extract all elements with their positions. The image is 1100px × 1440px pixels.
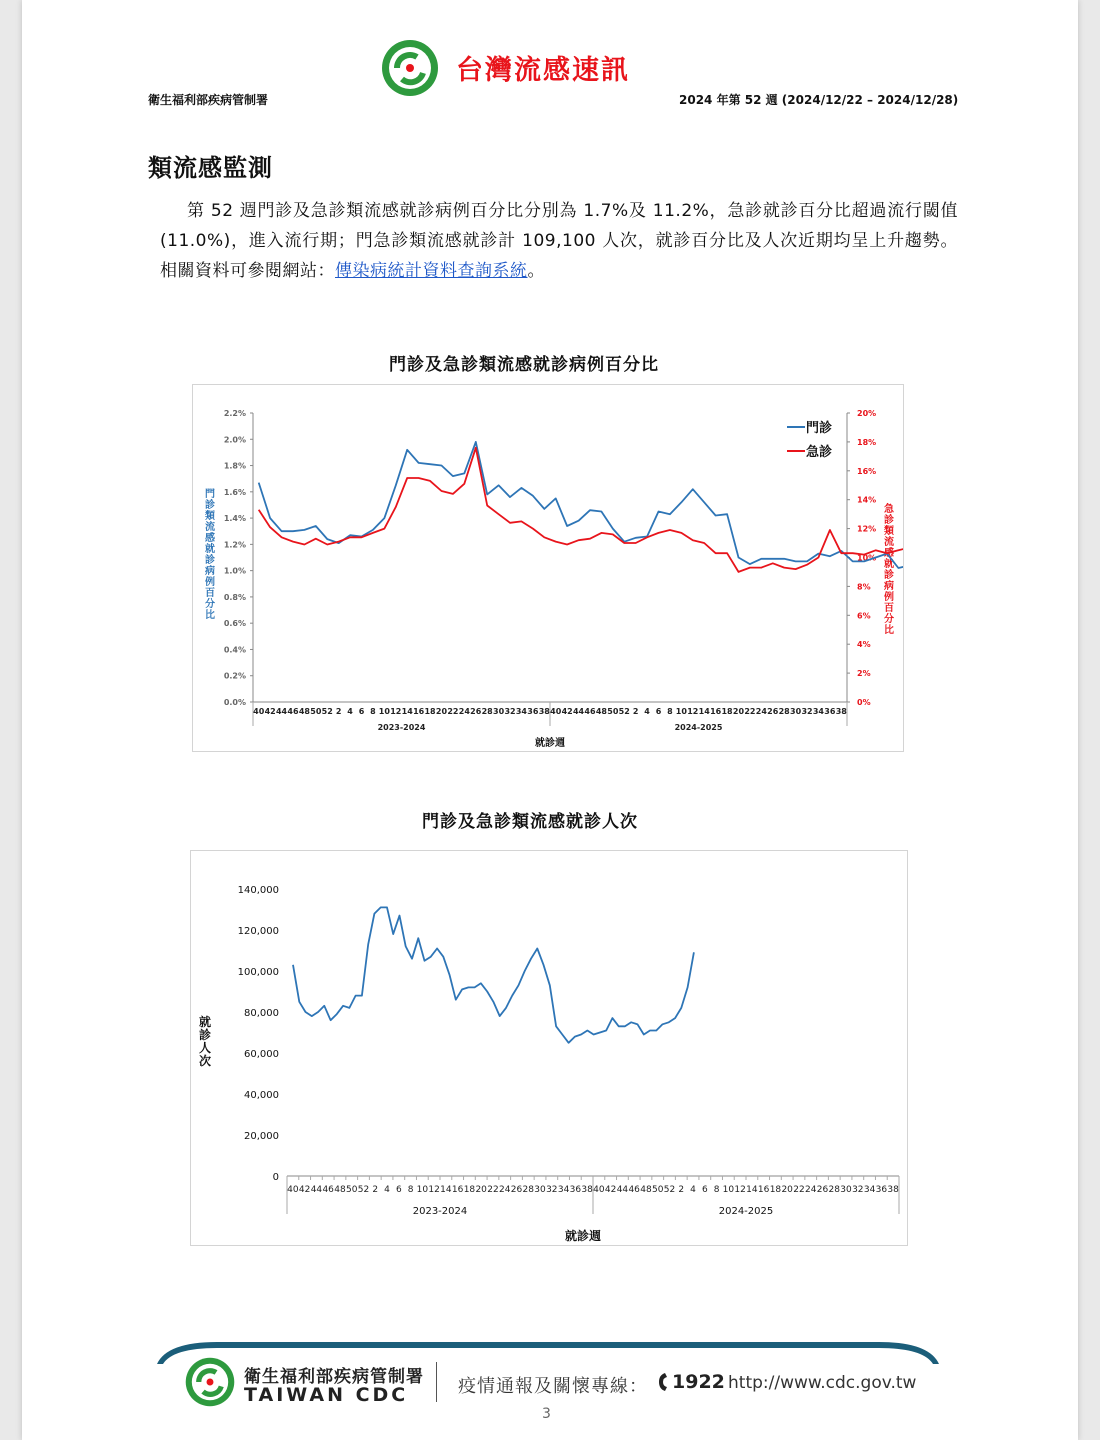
chart1-frame <box>192 384 904 752</box>
chart1-right-axis-title: 診 <box>884 570 894 581</box>
bulletin-title: 台灣流感速訊 <box>456 55 630 86</box>
chart2-x-axis-title: 就診週 <box>564 1229 602 1243</box>
chart1-x-tick-label: 26 <box>767 707 779 716</box>
phone-icon <box>656 1371 670 1393</box>
summary-text: 第 52 週門診及急診類流感就診病例百分比分別為 1.7%及 11.2%，急診就診百分比超過流行閾值(11.0%)，進入流行期；門急診類流感就診計 109,100 人次，就診百分比及人次近期均呈上升趨勢。相關資料可參閱網站： <box>160 201 958 281</box>
chart2-x-tick-label: 12 <box>428 1185 440 1195</box>
chart1-right-tick-label: 8% <box>857 582 871 592</box>
chart2-x-tick-label: 44 <box>616 1185 629 1195</box>
chart2-series-line <box>293 907 694 1042</box>
chart1-right-tick-label: 12% <box>857 524 877 534</box>
chart1-right-tick-label: 20% <box>857 409 877 418</box>
chart2-y-tick-label: 60,000 <box>244 1049 279 1060</box>
chart2-frame <box>190 850 908 1246</box>
chart2-x-tick-label: 18 <box>769 1185 782 1195</box>
footer-divider <box>436 1362 437 1402</box>
footer-website[interactable]: http://www.cdc.gov.tw <box>728 1373 917 1393</box>
chart1-x-tick-label: 30 <box>790 707 802 716</box>
chart1-left-tick-label: 0.8% <box>223 592 246 602</box>
chart1-left-tick-label: 0.2% <box>223 671 246 681</box>
chart1-x-tick-label: 48 <box>298 707 310 716</box>
chart1-x-tick-label: 28 <box>778 707 790 716</box>
chart1-x-tick-label: 24 <box>458 707 470 716</box>
chart1-right-axis-title: 類 <box>884 526 894 537</box>
chart1-x-tick-label: 44 <box>275 707 288 716</box>
footer-agency-name: 衛生福利部疾病管制署 <box>244 1367 424 1387</box>
chart1-left-tick-label: 2.0% <box>223 435 246 445</box>
chart1-x-tick-label: 30 <box>493 707 505 716</box>
chart2-y-tick-label: 0 <box>272 1172 279 1183</box>
chart1-left-axis-title: 百 <box>205 588 215 599</box>
chart2-x-tick-label: 48 <box>334 1185 346 1195</box>
chart2-x-tick-label: 46 <box>322 1185 334 1195</box>
chart2-x-tick-label: 20 <box>781 1185 793 1195</box>
chart1-right-axis-title: 百 <box>884 603 894 614</box>
chart2-x-tick-label: 4 <box>690 1185 696 1195</box>
chart1-left-axis-title: 病 <box>205 566 215 577</box>
chart2-y-tick-label: 20,000 <box>244 1131 279 1142</box>
chart2-season-label: 2024-2025 <box>718 1206 774 1217</box>
chart2-x-tick-label: 14 <box>440 1185 452 1195</box>
chart1-x-tick-label: 16 <box>413 707 425 716</box>
chart1-x-tick-label: 18 <box>721 707 733 716</box>
chart1-left-axis-title: 例 <box>205 577 215 588</box>
chart1-left-tick-label: 1.6% <box>223 487 246 497</box>
chart1-x-tick-label: 22 <box>744 707 756 716</box>
chart2-x-tick-label: 52 <box>663 1185 676 1195</box>
chart1-right-tick-label: 0% <box>857 698 871 707</box>
chart2-y-tick-label: 140,000 <box>237 885 279 896</box>
chart2-x-tick-label: 42 <box>604 1185 617 1195</box>
chart1-x-tick-label: 6 <box>655 707 662 716</box>
chart1-series-line-outpatient <box>259 442 903 568</box>
chart1-x-tick-label: 52 <box>618 707 630 716</box>
chart1-left-axis-title: 分 <box>205 599 215 610</box>
chart1-x-tick-label: 36 <box>527 707 539 716</box>
chart2-x-tick-label: 40 <box>593 1185 605 1195</box>
chart1-x-tick-label: 22 <box>447 707 459 716</box>
chart1-x-tick-label: 18 <box>424 707 436 716</box>
chart1-series-line-emergency <box>259 448 903 572</box>
chart1-season-label: 2023-2024 <box>377 723 426 732</box>
chart2-x-tick-label: 18 <box>463 1185 476 1195</box>
chart1-x-tick-label: 42 <box>561 707 573 716</box>
percentage-line-chart <box>193 385 903 751</box>
chart1-x-tick-label: 34 <box>515 707 528 716</box>
chart1-x-tick-label: 32 <box>801 707 813 716</box>
chart1-x-tick-label: 36 <box>824 707 836 716</box>
chart1-x-tick-label: 40 <box>253 707 265 716</box>
chart1-x-tick-label: 8 <box>370 707 376 716</box>
chart2-x-tick-label: 36 <box>569 1185 582 1195</box>
chart2-x-tick-label: 22 <box>793 1185 805 1195</box>
chart2-x-tick-label: 30 <box>840 1185 852 1195</box>
chart1-season-label: 2024-2025 <box>674 723 723 732</box>
chart2-season-label: 2023-2024 <box>412 1206 468 1217</box>
chart2-x-tick-label: 46 <box>628 1185 640 1195</box>
chart1-x-tick-label: 4 <box>644 707 650 716</box>
chart1-right-tick-label: 16% <box>857 466 877 476</box>
cdc-logo-icon <box>380 38 440 98</box>
chart1-x-tick-label: 38 <box>538 707 550 716</box>
chart2-y-tick-label: 40,000 <box>244 1090 279 1101</box>
chart1-x-tick-label: 8 <box>667 707 673 716</box>
chart2-x-tick-label: 38 <box>887 1185 899 1195</box>
chart1-x-tick-label: 16 <box>710 707 722 716</box>
chart2-y-axis-title: 診 <box>198 1028 212 1042</box>
chart1-left-axis-title: 診 <box>205 555 215 566</box>
chart1-left-axis-title: 類 <box>205 511 215 522</box>
chart1-left-tick-label: 1.8% <box>223 461 246 471</box>
chart1-right-tick-label: 4% <box>857 640 871 650</box>
chart2-y-tick-label: 100,000 <box>237 967 279 978</box>
chart1-x-tick-label: 46 <box>287 707 299 716</box>
chart1-right-axis-title: 病 <box>884 581 894 592</box>
chart2-x-tick-label: 6 <box>395 1185 402 1195</box>
chart1-x-tick-label: 4 <box>347 707 353 716</box>
chart1-right-tick-label: 18% <box>857 437 877 447</box>
chart2-x-tick-label: 52 <box>357 1185 370 1195</box>
chart1-left-axis-title: 診 <box>205 500 215 511</box>
chart2-x-tick-label: 36 <box>875 1185 888 1195</box>
chart1-left-tick-label: 2.2% <box>223 409 246 418</box>
chart1-left-axis-title: 就 <box>205 544 215 555</box>
chart1-x-tick-label: 12 <box>687 707 699 716</box>
chart2-x-tick-label: 24 <box>499 1185 511 1195</box>
document-page <box>22 0 1078 1440</box>
chart1-right-axis-title: 例 <box>884 592 894 603</box>
chart1-legend-label: 門診 <box>806 421 833 436</box>
chart2-x-tick-label: 4 <box>384 1185 390 1195</box>
chart2-x-tick-label: 40 <box>287 1185 299 1195</box>
statistics-query-link[interactable]: 傳染病統計資料查詢系統 <box>335 261 528 281</box>
chart1-x-tick-label: 26 <box>470 707 482 716</box>
chart1-right-axis-title: 急 <box>884 504 894 515</box>
chart1-left-axis-title: 比 <box>205 610 215 621</box>
chart2-x-tick-label: 42 <box>298 1185 311 1195</box>
chart1-x-tick-label: 2 <box>335 707 342 716</box>
chart2-y-axis-title: 人 <box>198 1041 212 1055</box>
chart1-x-tick-label: 40 <box>550 707 562 716</box>
chart2-x-tick-label: 50 <box>652 1185 664 1195</box>
chart2-x-tick-label: 48 <box>640 1185 652 1195</box>
chart1-left-axis-title: 感 <box>205 533 215 544</box>
chart1-x-tick-label: 14 <box>401 707 413 716</box>
chart1-right-axis-title: 就 <box>884 559 894 570</box>
chart2-x-tick-label: 38 <box>581 1185 593 1195</box>
chart1-left-tick-label: 1.0% <box>223 566 246 576</box>
chart2-x-tick-label: 8 <box>407 1185 414 1195</box>
chart1-left-tick-label: 0.0% <box>223 698 246 707</box>
chart1-x-tick-label: 10 <box>675 707 687 716</box>
chart1-x-tick-label: 46 <box>584 707 596 716</box>
chart1-right-axis-title: 分 <box>884 614 894 625</box>
chart1-left-tick-label: 1.2% <box>223 540 246 550</box>
chart2-x-tick-label: 24 <box>805 1185 817 1195</box>
chart1-right-axis-title: 流 <box>884 537 894 548</box>
chart2-x-tick-label: 28 <box>522 1185 534 1195</box>
chart2-x-tick-label: 2 <box>372 1185 379 1195</box>
chart1-x-axis-title: 就診週 <box>535 738 565 749</box>
chart1-right-axis-title: 感 <box>884 548 894 559</box>
chart1-x-tick-label: 48 <box>595 707 607 716</box>
footer-logo-icon <box>184 1356 236 1408</box>
chart2-x-tick-label: 34 <box>557 1185 570 1195</box>
chart1-x-tick-label: 50 <box>310 707 322 716</box>
chart1-x-tick-label: 42 <box>264 707 276 716</box>
chart2-x-tick-label: 26 <box>816 1185 829 1195</box>
chart2-y-axis-title: 次 <box>198 1054 212 1068</box>
summary-paragraph <box>160 196 958 286</box>
chart1-left-tick-label: 1.4% <box>223 514 246 524</box>
chart2-y-tick-label: 120,000 <box>237 926 279 937</box>
chart1-x-tick-label: 50 <box>607 707 619 716</box>
chart1-x-tick-label: 24 <box>755 707 767 716</box>
chart1-x-tick-label: 20 <box>732 707 745 716</box>
chart1-x-tick-label: 28 <box>481 707 493 716</box>
chart2-x-tick-label: 6 <box>701 1185 708 1195</box>
chart2-y-axis-title: 就 <box>198 1015 212 1029</box>
chart1-title: 門診及急診類流感就診病例百分比 <box>389 355 659 375</box>
chart2-x-tick-label: 22 <box>487 1185 499 1195</box>
chart1-right-axis-title: 診 <box>884 515 894 526</box>
chart1-left-tick-label: 0.4% <box>223 645 246 655</box>
section-heading: 類流感監測 <box>148 154 273 182</box>
page-number: 3 <box>542 1406 551 1422</box>
chart2-x-tick-label: 10 <box>722 1185 735 1195</box>
chart1-right-tick-label: 2% <box>857 669 871 679</box>
chart1-x-tick-label: 34 <box>812 707 825 716</box>
chart1-right-tick-label: 14% <box>857 495 877 505</box>
chart2-x-tick-label: 16 <box>757 1185 770 1195</box>
chart1-right-tick-label: 6% <box>857 611 871 621</box>
chart1-left-tick-label: 0.6% <box>223 619 246 629</box>
chart2-y-tick-label: 80,000 <box>244 1008 279 1019</box>
chart2-x-tick-label: 8 <box>713 1185 720 1195</box>
chart1-right-axis-title: 比 <box>884 625 894 636</box>
chart2-x-tick-label: 34 <box>863 1185 876 1195</box>
chart1-x-tick-label: 14 <box>698 707 710 716</box>
footer-hotline-number: 1922 <box>672 1371 725 1393</box>
chart1-x-tick-label: 52 <box>321 707 333 716</box>
chart2-x-tick-label: 28 <box>828 1185 840 1195</box>
chart2-x-tick-label: 10 <box>416 1185 429 1195</box>
chart2-x-tick-label: 2 <box>678 1185 685 1195</box>
chart2-x-tick-label: 32 <box>852 1185 864 1195</box>
chart2-x-tick-label: 20 <box>475 1185 487 1195</box>
summary-text-end: 。 <box>527 261 545 281</box>
chart1-x-tick-label: 44 <box>572 707 585 716</box>
chart2-x-tick-label: 32 <box>546 1185 558 1195</box>
chart1-x-tick-label: 38 <box>835 707 847 716</box>
chart1-x-tick-label: 2 <box>632 707 639 716</box>
report-week: 2024 年第 52 週 (2024/12/22 – 2024/12/28) <box>679 93 959 107</box>
footer-agency-en: TAIWAN CDC <box>244 1384 409 1406</box>
chart2-x-tick-label: 12 <box>734 1185 746 1195</box>
chart2-x-tick-label: 26 <box>510 1185 523 1195</box>
chart2-x-tick-label: 16 <box>451 1185 464 1195</box>
chart2-x-tick-label: 14 <box>746 1185 758 1195</box>
chart2-x-tick-label: 44 <box>310 1185 323 1195</box>
chart1-legend-label: 急診 <box>806 445 833 460</box>
chart2-title: 門診及急診類流感就診人次 <box>422 812 638 832</box>
chart1-left-axis-title: 流 <box>205 522 215 533</box>
chart1-x-tick-label: 6 <box>358 707 365 716</box>
agency-name: 衛生福利部疾病管制署 <box>148 93 269 107</box>
chart1-x-tick-label: 20 <box>435 707 448 716</box>
footer-hotline-label: 疫情通報及關懷專線： <box>458 1376 648 1397</box>
visits-line-chart <box>191 851 907 1245</box>
chart1-right-tick-label: 10% <box>857 553 877 563</box>
chart2-x-tick-label: 30 <box>534 1185 546 1195</box>
chart1-left-axis-title: 門 <box>205 489 215 500</box>
chart1-x-tick-label: 32 <box>504 707 516 716</box>
chart1-x-tick-label: 10 <box>378 707 390 716</box>
chart2-x-tick-label: 50 <box>346 1185 358 1195</box>
chart1-x-tick-label: 12 <box>390 707 402 716</box>
